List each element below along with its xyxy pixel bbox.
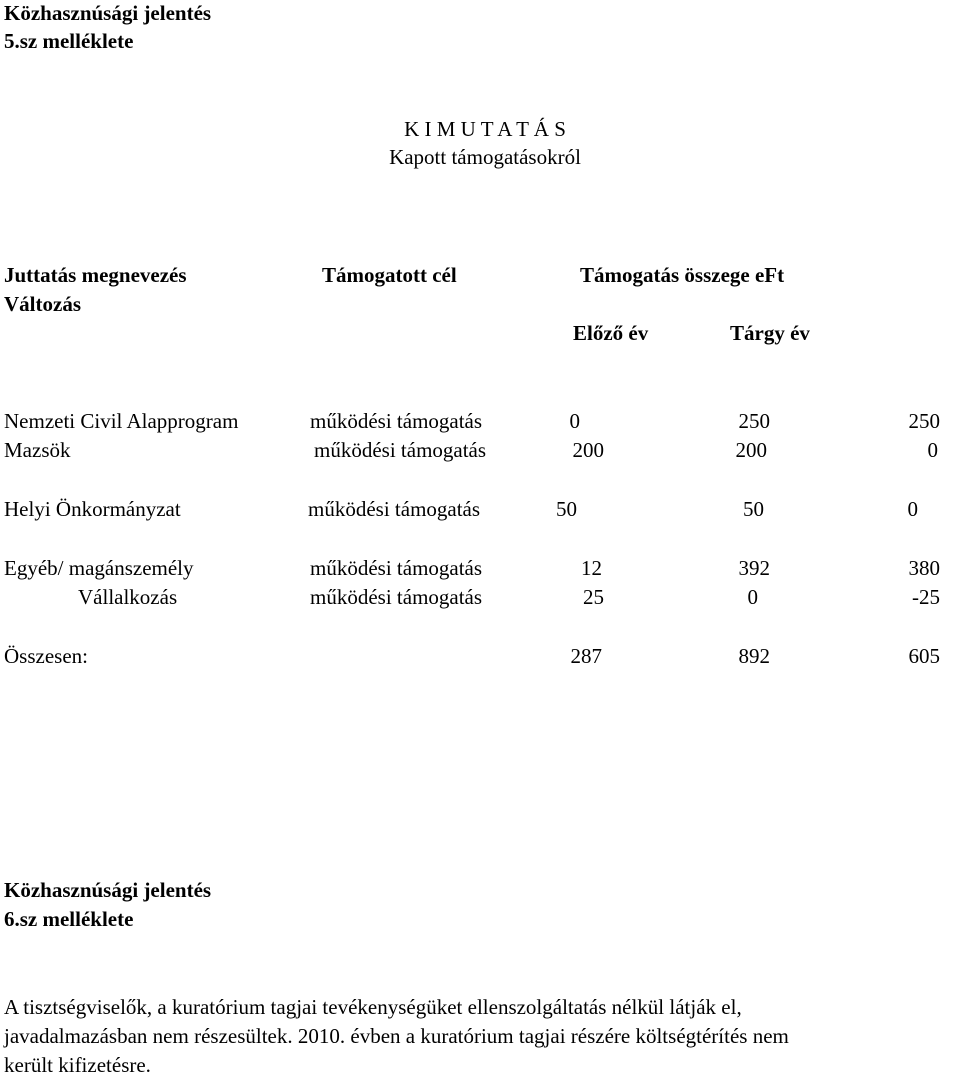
table-row-name: Nemzeti Civil Alapprogram (4, 409, 239, 433)
paragraph-line: került kifizetésre. (4, 1053, 151, 1077)
table-row-change: 0 (907, 497, 918, 521)
column-header-prev-year: Előző év (573, 321, 649, 345)
table-row-purpose: működési támogatás (314, 438, 487, 462)
column-header-amount: Támogatás összege eFt (580, 263, 785, 287)
table-row-name: Mazsök (4, 438, 71, 462)
table-row-prev: 50 (556, 497, 577, 521)
table-row-curr: 50 (743, 497, 764, 521)
column-header-subject-year: Tárgy év (730, 321, 810, 345)
table-row-curr: 392 (738, 556, 770, 580)
total-curr: 892 (738, 644, 770, 668)
table-row-change: 0 (927, 438, 938, 462)
appendix6-title: Közhasznúsági jelentés (4, 878, 212, 902)
total-label: Összesen: (4, 644, 88, 668)
table-row-prev: 0 (569, 409, 580, 433)
report-title: Közhasznúsági jelentés (4, 1, 212, 25)
table-row-curr: 200 (735, 438, 767, 462)
document-subtitle: Kapott támogatásokról (389, 145, 581, 169)
table-row-change: 250 (908, 409, 940, 433)
table-row-purpose: működési támogatás (310, 556, 483, 580)
appendix6-label: 6.sz melléklete (4, 907, 134, 931)
table-row-curr: 250 (738, 409, 770, 433)
paragraph-line: javadalmazásban nem részesültek. 2010. évben a kuratórium tagjai részére költségtérítés nem (4, 1024, 789, 1048)
column-header-name: Juttatás megnevezés (4, 263, 187, 287)
column-header-change: Változás (4, 292, 81, 316)
table-row-name: Egyéb/ magánszemély (4, 556, 194, 580)
total-prev: 287 (570, 644, 602, 668)
table-row-purpose: működési támogatás (310, 585, 483, 609)
paragraph-line: A tisztségviselők, a kuratórium tagjai tevékenységüket ellenszolgáltatás nélkül látják el, (4, 995, 742, 1019)
table-row-curr: 0 (747, 585, 758, 609)
column-header-purpose: Támogatott cél (322, 263, 457, 287)
table-row-purpose: működési támogatás (310, 409, 483, 433)
table-row-name: Helyi Önkormányzat (4, 497, 181, 521)
table-row-prev: 12 (581, 556, 602, 580)
appendix-label: 5.sz melléklete (4, 29, 134, 53)
table-row-name: Vállalkozás (78, 585, 178, 609)
table-row-change: 380 (908, 556, 940, 580)
table-row-prev: 200 (572, 438, 604, 462)
table-row-purpose: működési támogatás (308, 497, 481, 521)
total-change: 605 (908, 644, 940, 668)
table-row-prev: 25 (583, 585, 604, 609)
table-row-change: -25 (912, 585, 940, 609)
document-title: K I M U T A T Á S (404, 117, 566, 141)
